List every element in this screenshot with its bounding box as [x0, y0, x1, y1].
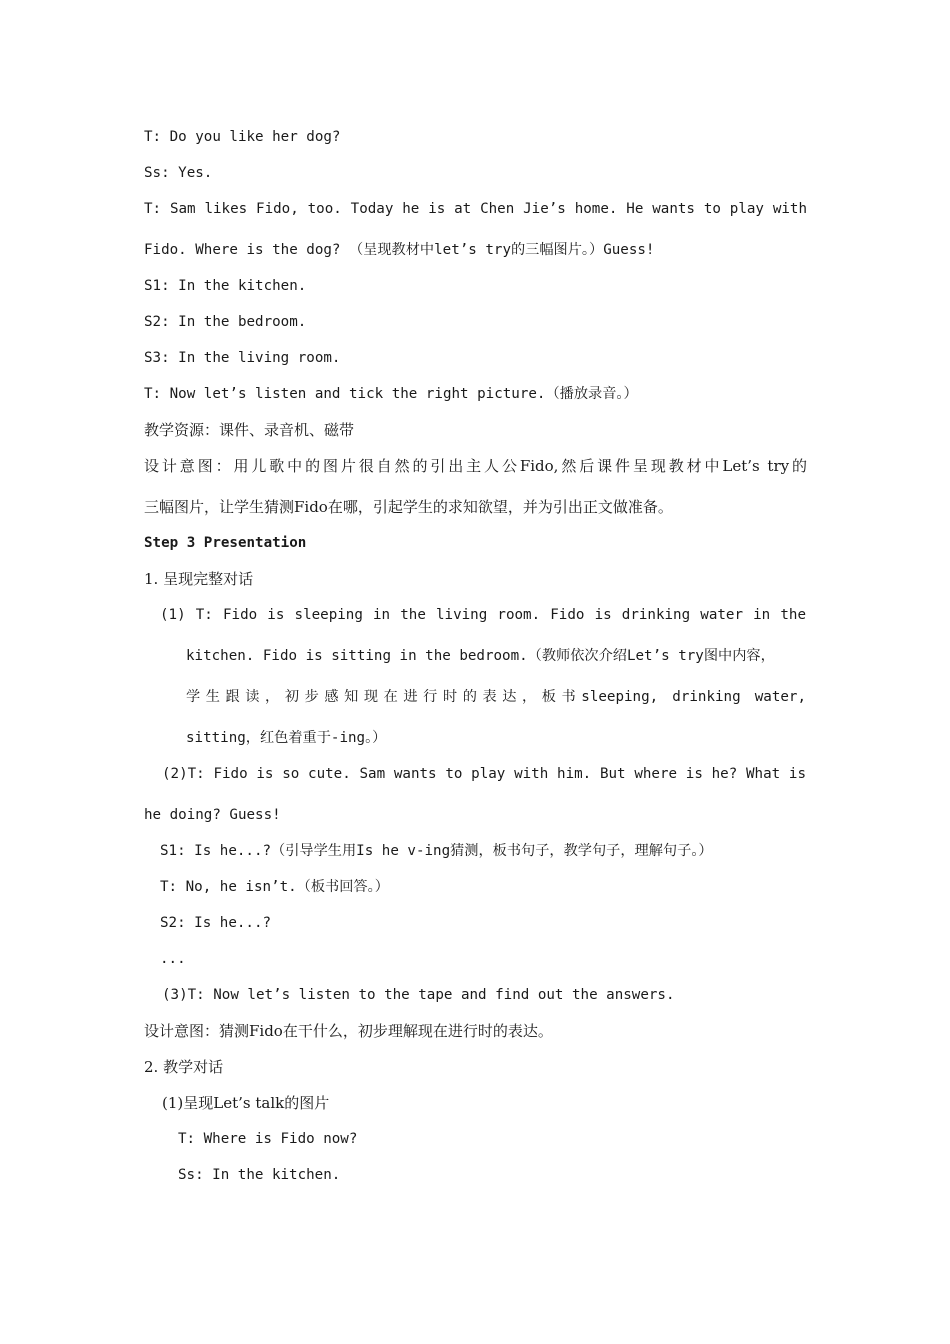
- text-line: sitting，红色着重于-ing。）: [186, 730, 387, 746]
- text-line: 学生跟读，初步感知现在进行时的表达，板书sleeping, drinking water,: [186, 689, 806, 705]
- text-line: he doing? Guess!: [144, 807, 281, 823]
- text-line: Fido. Where is the dog? （呈现教材中let’s try的三幅图片。）Guess!: [144, 242, 655, 258]
- text-line: 设计意图：用儿歌中的图片很自然的引出主人公Fido,然后课件呈现教材中Let’s try的: [144, 457, 807, 475]
- text-line: (1)呈现Let’s talk的图片: [162, 1094, 330, 1112]
- text-line: S3: In the living room.: [144, 350, 341, 366]
- text-line: (3)T: Now let’s listen to the tape and find out the answers.: [162, 987, 675, 1003]
- text-line: ...: [160, 951, 186, 967]
- text-line: T: Sam likes Fido, too. Today he is at Chen Jie’s home. He wants to play with: [144, 201, 807, 217]
- text-line: S2: In the bedroom.: [144, 314, 307, 330]
- text-line: (2)T: Fido is so cute. Sam wants to play with him. But where is he? What is: [162, 766, 806, 782]
- text-line: T: Where is Fido now?: [178, 1131, 358, 1147]
- text-line: S1: In the kitchen.: [144, 278, 307, 294]
- text-line: Ss: In the kitchen.: [178, 1167, 341, 1183]
- text-line: 三幅图片，让学生猜测Fido在哪，引起学生的求知欲望，并为引出正文做准备。: [144, 498, 673, 516]
- text-line: 1. 呈现完整对话: [144, 570, 254, 588]
- text-line: S1: Is he...?（引导学生用Is he v-ing猜测，板书句子，教学句子，理解句子。）: [160, 843, 713, 859]
- text-line: S2: Is he...?: [160, 915, 272, 931]
- text-line: kitchen. Fido is sitting in the bedroom.（教师依次介绍Let’s try图中内容，: [186, 648, 775, 664]
- text-line: (1) T: Fido is sleeping in the living room. Fido is drinking water in the: [160, 607, 806, 623]
- section-heading: Step 3 Presentation: [144, 535, 307, 551]
- text-line: Ss: Yes.: [144, 165, 213, 181]
- text-line: T: Do you like her dog?: [144, 129, 341, 145]
- text-line: 设计意图：猜测Fido在干什么，初步理解现在进行时的表达。: [144, 1022, 553, 1040]
- text-line: 教学资源：课件、录音机、磁带: [144, 421, 355, 439]
- text-line: T: No, he isn’t.（板书回答。）: [160, 879, 389, 895]
- text-line: T: Now let’s listen and tick the right picture.（播放录音。）: [144, 386, 638, 402]
- text-line: 2. 教学对话: [144, 1058, 224, 1076]
